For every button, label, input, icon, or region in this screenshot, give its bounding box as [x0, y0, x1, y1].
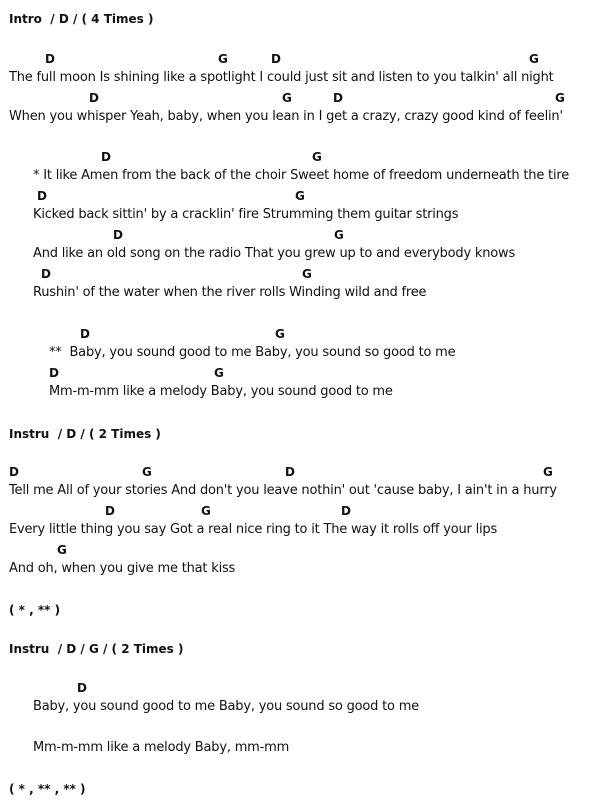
chord-g: G: [142, 465, 152, 479]
chord-d: D: [105, 504, 115, 518]
chord-g: G: [312, 150, 322, 164]
chord-d: D: [285, 465, 295, 479]
lyric-line: And like an old song on the radio That you grew up to and everybody knows: [33, 246, 516, 261]
chord-d: D: [80, 327, 90, 341]
lyric-line: Rushin' of the water when the river rolls Winding wild and free: [33, 285, 427, 300]
lyric-line: The full moon Is shining like a spotlight I could just sit and listen to you talkin' all night: [9, 70, 554, 85]
chord-g: G: [529, 52, 539, 66]
repeat-marker: ( * , ** ): [9, 603, 61, 617]
chord-g: G: [334, 228, 344, 242]
chord-d: D: [77, 681, 87, 695]
section-instru: Instru / D / G / ( 2 Times ): [9, 642, 184, 656]
chord-d: D: [45, 52, 55, 66]
lyric-line: Baby, you sound good to me Baby, you sound so good to me: [33, 699, 419, 714]
chord-d: D: [101, 150, 111, 164]
chord-g: G: [214, 366, 224, 380]
chord-d: D: [89, 91, 99, 105]
chord-g: G: [302, 267, 312, 281]
lyric-line: Every little thing you say Got a real nice ring to it The way it rolls off your lips: [9, 522, 498, 537]
repeat-marker: ( * , ** , ** ): [9, 782, 86, 796]
chord-d: D: [341, 504, 351, 518]
lyric-line: Kicked back sittin' by a cracklin' fire Strumming them guitar strings: [33, 207, 459, 222]
chord-g: G: [295, 189, 305, 203]
lyric-line: * It like Amen from the back of the choir Sweet home of freedom underneath the tire: [33, 168, 570, 183]
chord-g: G: [555, 91, 565, 105]
chord-d: D: [113, 228, 123, 242]
lyric-line: Mm-m-mm like a melody Baby, mm-mm: [33, 740, 290, 755]
lyric-line: And oh, when you give me that kiss: [9, 561, 236, 576]
chord-g: G: [543, 465, 553, 479]
chord-g: G: [275, 327, 285, 341]
chord-d: D: [49, 366, 59, 380]
lyric-line: When you whisper Yeah, baby, when you lean in I get a crazy, crazy good kind of feelin': [9, 109, 563, 124]
chord-g: G: [201, 504, 211, 518]
chord-d: D: [333, 91, 343, 105]
chord-d: D: [41, 267, 51, 281]
chord-g: G: [218, 52, 228, 66]
lyric-line: ** Baby, you sound good to me Baby, you sound so good to me: [49, 345, 456, 360]
chord-d: D: [271, 52, 281, 66]
chord-g: G: [282, 91, 292, 105]
section-instru: Instru / D / ( 2 Times ): [9, 427, 161, 441]
chord-g: G: [57, 543, 67, 557]
lyric-line: Tell me All of your stories And don't you leave nothin' out 'cause baby, I ain't in a hurry: [9, 483, 557, 498]
chord-d: D: [37, 189, 47, 203]
section-intro: Intro / D / ( 4 Times ): [9, 12, 154, 26]
chord-d: D: [9, 465, 19, 479]
lyric-line: Mm-m-mm like a melody Baby, you sound good to me: [49, 384, 393, 399]
